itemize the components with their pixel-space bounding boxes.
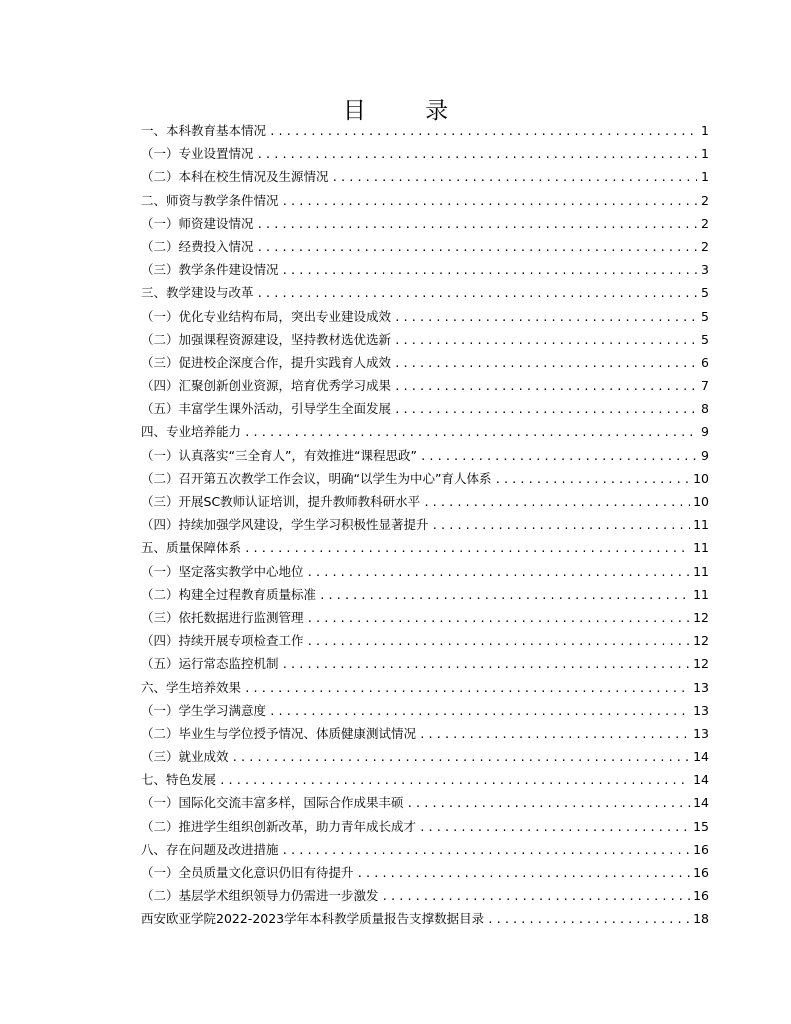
toc-leader-dots — [257, 282, 697, 305]
toc-entry-page: 11 — [693, 563, 709, 579]
toc-entry[interactable] — [141, 560, 709, 583]
toc-entry[interactable] — [141, 351, 709, 374]
toc-leader-dots — [319, 584, 690, 607]
toc-entry-number: 八、 — [141, 841, 167, 857]
toc-entry-page: 5 — [701, 285, 709, 301]
toc-entry[interactable] — [141, 467, 709, 490]
table-of-contents — [141, 119, 709, 931]
toc-leader-dots — [244, 421, 697, 444]
toc-entry-number: （二） — [141, 586, 179, 602]
toc-entry-title: 构建全过程教育质量标准 — [178, 586, 317, 602]
toc-entry-number: （一） — [141, 865, 179, 880]
toc-leader-dots — [407, 792, 691, 815]
toc-entry-title: 本科教育基本情况 — [166, 123, 267, 138]
toc-leader-dots — [394, 352, 697, 375]
toc-entry-title: 就业成效 — [178, 749, 229, 765]
toc-entry-page: 2 — [701, 192, 709, 208]
toc-leader-dots — [432, 514, 691, 537]
toc-entry-number: 六、 — [141, 679, 167, 695]
toc-entry[interactable] — [141, 490, 709, 513]
toc-entry[interactable] — [141, 165, 709, 188]
toc-entry-title: 教学建设与改革 — [166, 285, 254, 301]
toc-entry[interactable] — [141, 420, 709, 443]
toc-leader-dots — [423, 491, 690, 514]
toc-entry[interactable] — [141, 606, 709, 629]
toc-entry-page: 9 — [701, 424, 709, 440]
toc-entry[interactable] — [141, 907, 709, 930]
toc-entry-number: 七、 — [141, 772, 167, 788]
toc-entry-page: 14 — [693, 772, 709, 788]
toc-entry-number: 三、 — [141, 285, 167, 301]
toc-entry-page: 18 — [693, 911, 709, 927]
toc-entry-number: （一） — [141, 146, 179, 162]
toc-entry-title: 运行常态监控机制 — [178, 656, 279, 672]
toc-leader-dots — [244, 537, 690, 560]
toc-leader-dots — [269, 120, 697, 143]
toc-entry-title: 学生培养效果 — [166, 679, 242, 695]
toc-entry-title: 本科在校生情况及生源情况 — [178, 169, 329, 185]
toc-entry-title: 持续加强学风建设，学生学习积极性显著提升 — [178, 517, 429, 533]
toc-title: 目 录 — [342, 98, 475, 124]
toc-entry-page: 16 — [693, 865, 709, 880]
toc-leader-dots — [257, 143, 697, 166]
toc-entry-title: 依托数据进行监测管理 — [178, 609, 304, 625]
toc-leader-dots — [487, 908, 690, 931]
toc-entry-page: 16 — [693, 888, 709, 904]
toc-entry[interactable] — [141, 444, 709, 467]
toc-entry-number: 四、 — [141, 424, 167, 440]
toc-leader-dots — [269, 700, 690, 723]
toc-entry-title: 加强课程资源建设，坚持教材选优选新 — [178, 331, 392, 347]
toc-entry[interactable] — [141, 676, 709, 699]
toc-entry-number: （一） — [141, 563, 179, 579]
toc-leader-dots — [394, 398, 697, 421]
toc-entry[interactable] — [141, 212, 709, 235]
toc-entry[interactable] — [141, 815, 709, 838]
toc-entry[interactable] — [141, 142, 709, 165]
toc-entry-number: 一、 — [141, 123, 167, 138]
toc-entry-page: 13 — [693, 702, 709, 718]
toc-entry-page: 11 — [693, 517, 709, 533]
toc-entry[interactable] — [141, 305, 709, 328]
toc-entry-number: （二） — [141, 331, 179, 347]
toc-entry-page: 5 — [701, 331, 709, 347]
toc-entry-title: 专业设置情况 — [178, 146, 254, 162]
toc-entry[interactable] — [141, 838, 709, 861]
toc-leader-dots — [232, 746, 691, 769]
toc-entry[interactable] — [141, 328, 709, 351]
toc-leader-dots — [419, 723, 690, 746]
toc-entry[interactable] — [141, 652, 709, 675]
toc-entry-title: 学生学习满意度 — [178, 702, 267, 718]
toc-entry-number: （四） — [141, 517, 179, 533]
toc-entry-page: 13 — [693, 679, 709, 695]
toc-entry-title: 汇聚创新创业资源，培育优秀学习成果 — [178, 378, 392, 394]
toc-entry-title: 坚定落实教学中心地位 — [178, 563, 304, 579]
toc-entry-title: 促进校企深度合作，提升实践育人成效 — [178, 354, 392, 370]
toc-entry-number: （一） — [141, 702, 179, 718]
toc-entry-page: 8 — [701, 401, 709, 417]
toc-entry-page: 1 — [701, 123, 709, 138]
toc-entry-title: 经费投入情况 — [178, 238, 254, 254]
toc-entry-page: 11 — [693, 540, 709, 556]
toc-leader-dots — [394, 306, 697, 329]
toc-entry-title: 毕业生与学位授予情况、体质健康测试情况 — [178, 725, 417, 741]
toc-entry[interactable] — [141, 281, 709, 304]
toc-entry[interactable] — [141, 722, 709, 745]
toc-entry-title: 开展SC教师认证培训，提升教师教科研水平 — [178, 494, 421, 509]
toc-entry-title: 存在问题及改进措施 — [166, 841, 279, 857]
toc-entry[interactable] — [141, 374, 709, 397]
toc-entry-title: 国际化交流丰富多样，国际合作成果丰硕 — [178, 795, 404, 811]
toc-entry[interactable] — [141, 258, 709, 281]
toc-entry-title: 召开第五次教学工作会议，明确“以学生为中心”育人体系 — [178, 470, 492, 486]
toc-entry-page: 1 — [701, 169, 709, 185]
toc-entry[interactable] — [141, 536, 709, 559]
toc-entry-number: （一） — [141, 795, 179, 811]
toc-entry[interactable] — [141, 235, 709, 258]
toc-entry-number: （二） — [141, 238, 179, 254]
toc-entry-number: （二） — [141, 470, 179, 486]
toc-leader-dots — [282, 653, 691, 676]
toc-entry-title: 质量保障体系 — [166, 540, 242, 556]
toc-entry-number: （四） — [141, 378, 179, 394]
toc-entry-page: 1 — [701, 146, 709, 162]
toc-entry-number: （三） — [141, 354, 179, 370]
toc-leader-dots — [307, 561, 691, 584]
toc-entry-page: 5 — [701, 308, 709, 324]
toc-entry-title: 认真落实“三全育人”，有效推进“课程思政” — [178, 447, 417, 463]
toc-entry-page: 9 — [701, 447, 709, 463]
toc-entry-page: 12 — [693, 633, 709, 649]
toc-leader-dots — [282, 190, 697, 213]
toc-entry-title: 特色发展 — [166, 772, 217, 788]
toc-entry-title: 持续开展专项检查工作 — [178, 633, 304, 649]
toc-entry-title: 基层学术组织领导力仍需进一步激发 — [178, 888, 379, 904]
toc-entry-page: 12 — [693, 609, 709, 625]
toc-entry-page: 2 — [701, 238, 709, 254]
toc-entry-page: 10 — [693, 470, 709, 486]
toc-entry[interactable] — [141, 745, 709, 768]
toc-leader-dots — [394, 329, 697, 352]
toc-entry-title: 丰富学生课外活动，引导学生全面发展 — [178, 401, 392, 417]
toc-entry-title: 优化专业结构布局，突出专业建设成效 — [178, 308, 392, 324]
toc-leader-dots — [257, 236, 697, 259]
toc-entry-page: 10 — [693, 494, 709, 509]
toc-entry-title: 推进学生组织创新改革，助力青年成长成才 — [178, 818, 417, 834]
toc-entry-page: 15 — [693, 818, 709, 834]
toc-entry[interactable] — [141, 583, 709, 606]
toc-entry[interactable] — [141, 189, 709, 212]
toc-entry-title: 全员质量文化意识仍旧有待提升 — [178, 865, 354, 880]
toc-entry-number: （一） — [141, 215, 179, 231]
toc-leader-dots — [244, 677, 690, 700]
toc-entry-number: （三） — [141, 494, 179, 509]
toc-entry-number: （四） — [141, 633, 179, 649]
toc-entry-number: 五、 — [141, 540, 167, 556]
toc-entry-number: （二） — [141, 818, 179, 834]
toc-leader-dots — [282, 259, 697, 282]
toc-entry-number: （三） — [141, 262, 179, 278]
toc-entry-page: 7 — [701, 378, 709, 394]
toc-entry-page: 16 — [693, 841, 709, 857]
toc-leader-dots — [357, 862, 691, 885]
toc-entry-title: 西安欧亚学院2022-2023学年本科教学质量报告支撑数据目录 — [141, 911, 485, 927]
toc-leader-dots — [307, 607, 691, 630]
toc-entry-number: （三） — [141, 749, 179, 765]
toc-leader-dots — [494, 468, 690, 491]
toc-entry-title: 教学条件建设情况 — [178, 262, 279, 278]
toc-entry-title: 师资与教学条件情况 — [166, 192, 279, 208]
toc-entry[interactable] — [141, 629, 709, 652]
toc-entry-number: 二、 — [141, 192, 167, 208]
toc-entry-page: 11 — [693, 586, 709, 602]
toc-entry[interactable] — [141, 791, 709, 814]
toc-leader-dots — [282, 839, 691, 862]
toc-entry[interactable] — [141, 119, 709, 142]
toc-entry-page: 13 — [693, 725, 709, 741]
toc-leader-dots — [307, 630, 691, 653]
toc-entry-number: （二） — [141, 169, 179, 185]
toc-leader-dots — [257, 213, 697, 236]
toc-entry-page: 6 — [701, 354, 709, 370]
toc-entry-number: （一） — [141, 308, 179, 324]
toc-entry-number: （二） — [141, 725, 179, 741]
toc-leader-dots — [382, 885, 691, 908]
toc-entry-title: 专业培养能力 — [166, 424, 242, 440]
toc-entry-page: 14 — [693, 749, 709, 765]
toc-leader-dots — [419, 816, 690, 839]
toc-entry-number: （五） — [141, 656, 179, 672]
toc-entry[interactable] — [141, 861, 709, 884]
toc-entry-title: 师资建设情况 — [178, 215, 254, 231]
toc-entry[interactable] — [141, 768, 709, 791]
toc-entry-number: （二） — [141, 888, 179, 904]
toc-entry-number: （五） — [141, 401, 179, 417]
toc-entry-page: 12 — [693, 656, 709, 672]
toc-entry[interactable] — [141, 884, 709, 907]
toc-leader-dots — [332, 166, 697, 189]
toc-leader-dots — [420, 445, 697, 468]
toc-entry-page: 14 — [693, 795, 709, 811]
toc-entry[interactable] — [141, 513, 709, 536]
toc-entry[interactable] — [141, 699, 709, 722]
toc-leader-dots — [394, 375, 697, 398]
toc-entry-number: （一） — [141, 447, 179, 463]
toc-entry-number: （三） — [141, 609, 179, 625]
toc-leader-dots — [219, 769, 690, 792]
toc-entry-page: 3 — [701, 262, 709, 278]
toc-entry-page: 2 — [701, 215, 709, 231]
toc-entry[interactable] — [141, 397, 709, 420]
